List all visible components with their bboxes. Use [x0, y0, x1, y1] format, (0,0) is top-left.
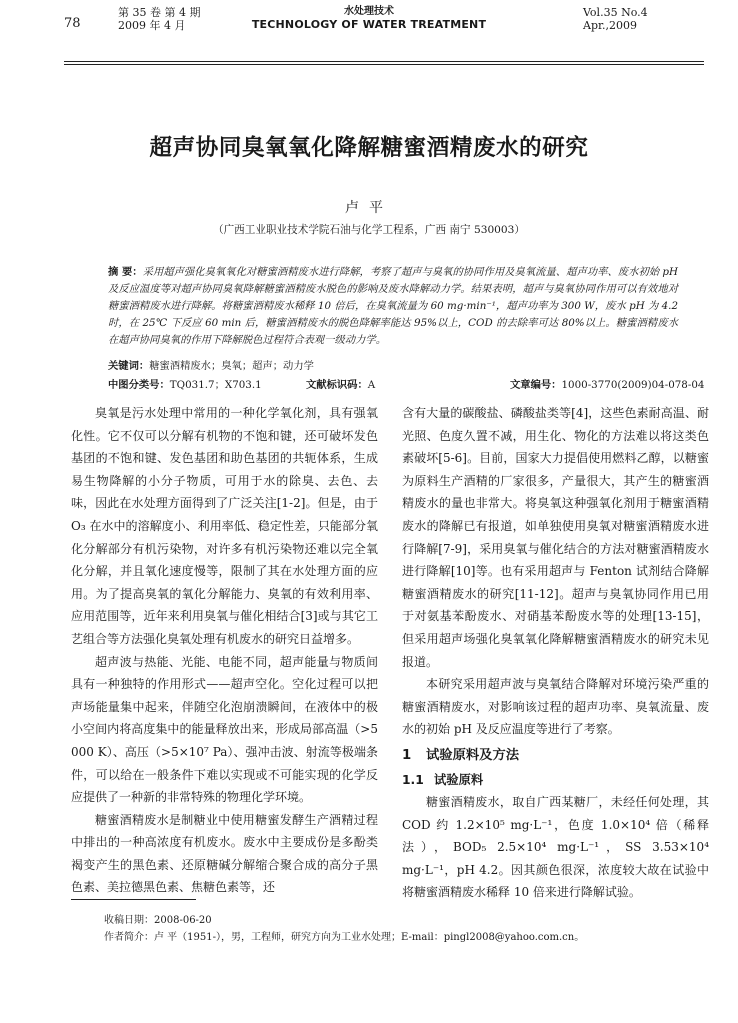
paragraph: 超声波与热能、光能、电能不同，超声能量与物质间具有一种独特的作用形式——超声空化。空化过程可以把声场能量集中起来，伴随空化泡崩溃瞬间，在液体中的极小空间内将高度集中的能量释放出来，形成局部高温（>5 000 K）、高压（>5×10⁷ Pa）、强冲击波、射流等极端条件，可以给在一般条件下难以实现或不可能实现的化学反应提供了一种新的非常特殊的物理化学环境。 — [71, 654, 378, 805]
paper-title: 超声协同臭氧氧化降解糖蜜酒精废水的研究 — [149, 135, 589, 161]
abstract-label: 摘 要： — [108, 266, 143, 278]
keywords-label: 关键词： — [108, 360, 150, 372]
paragraph: 本研究采用超声波与臭氧结合降解对环境污染严重的糖蜜酒精废水，对影响该过程的超声功率、臭氧流量、废水的初始 pH 及反应温度等进行了考察。 — [402, 677, 709, 737]
document-code — [306, 376, 375, 391]
date-en: Apr.,2009 — [583, 19, 638, 32]
volume-en: Vol.35 No.4 — [583, 6, 648, 19]
doc-value: A — [367, 379, 376, 391]
journal-title-en: TECHNOLOGY OF WATER TREATMENT — [251, 18, 487, 31]
keywords-text: 糖蜜酒精废水；臭氧；超声；动力学 — [149, 360, 314, 372]
body-column-right — [402, 402, 709, 904]
paragraph: 糖蜜酒精废水，取自广西某糖厂，未经任何处理，其 COD 约 1.2×10⁵ mg·L⁻¹，色度 1.0×10⁴ 倍（稀释法），BOD₅ 2.5×10⁴ mg·L⁻¹，SS 3.53×10⁴ mg·L⁻¹，pH 4.2。因其颜色很深，浓度较大故在试验中将糖蜜酒精废水稀释 10 倍来进行降解试验。 — [402, 794, 709, 900]
date-cn: 2009 年 4 月 — [118, 19, 186, 32]
volume-issue-cn: 第 35 卷 第 4 期 — [118, 6, 201, 19]
subsection-title: 试验原料 — [434, 772, 484, 787]
paragraph: 臭氧是污水处理中常用的一种化学氧化剂，具有强氧化性。它不仅可以分解有机物的不饱和键，还可破坏发色基团的不饱和键、发色基团和助色基团的共轭体系，生成易生物降解的小分子物质，可用于水的除臭、去色、去味，因此在水处理方面得到了广泛关注[1-2]。但是，由于 O₃ 在水中的溶解度小、利用率低、稳定性差，只能部分氧化分解部分有机污染物，对许多有机污染物还难以完全氧化分解，并且氧化速度慢等，限制了其在水处理方面的应用。为了提高臭氧的氧化分解能力、臭氧的有效利用率、应用范围等，近年来利用臭氧与催化相结合[3]或与其它工艺组合等方法强化臭氧处理有机废水的研究日益增多。 — [71, 406, 378, 646]
article-value: 1000-3770(2009)04-078-04 — [561, 379, 705, 391]
header-rule-thin — [64, 64, 704, 65]
article-label: 文章编号： — [510, 379, 562, 391]
received-date: 收稿日期：2008-06-20 — [104, 915, 212, 926]
paragraph: 含有大量的碳酸盐、磷酸盐类等[4]，这些色素耐高温、耐光照、色度久置不减，用生化、物化的方法难以将这类色素破坏[5-6]。目前，国家大力提倡使用燃料乙醇，以糖蜜为原料生产酒精的厂家很多，产量很大，其产生的糖蜜酒精废水的量也非常大。将臭氧这种强氧化剂用于糖蜜酒精废水的降解已有报道，如单独使用臭氧对糖蜜酒精废水进行降解[7-9]，采用臭氧与催化结合的方法对糖蜜酒精废水进行降解[10]等。也有采用超声与 Fenton 试剂结合降解糖蜜酒精废水的研究[11-12]。超声与臭氧协同作用已用于对氨基苯酚废水、对硝基苯酚废水等的处理[13-15]，但采用超声场强化臭氧氧化降解糖蜜酒精废水的研究未见报道。 — [402, 406, 709, 669]
abstract-text: 采用超声强化臭氧氧化对糖蜜酒精废水进行降解，考察了超声与臭氧的协同作用及臭氧流量、超声功率、废水初始 pH 及反应温度等对超声协同臭氧降解糖蜜酒精废水脱色的影响及废水降解动力学。结果表明，超声与臭氧协同作用可以有效地对糖蜜酒精废水进行降解。将糖蜜酒精废水稀释 10 倍后，在臭氧流量为 60 mg·min⁻¹，超声功率为 300 W，废水 pH 为 4.2 时，在 25℃ 下反应 60 min 后，糖蜜酒精废水的脱色降解率能达 95%以上，COD 的去除率可达 80%以上。糖蜜酒精废水在超声协同臭氧的作用下降解脱色过程符合表观一级动力学。 — [108, 266, 678, 346]
section-number: 1 — [402, 747, 412, 763]
page-number: 78 — [64, 16, 81, 31]
body-column-left — [71, 402, 378, 899]
doc-label: 文献标识码： — [306, 379, 368, 391]
clc-value: TQ031.7；X703.1 — [169, 379, 262, 391]
header-rule — [64, 61, 704, 62]
footnote-rule — [71, 899, 196, 900]
clc-number — [108, 376, 262, 391]
article-number — [510, 376, 704, 391]
subsection-heading — [402, 769, 709, 791]
paragraph: 糖蜜酒精废水是制糖业中使用糖蜜发酵生产酒精过程中排出的一种高浓度有机废水。废水中主要成份是多酚类褐变产生的黑色素、还原糖碱分解缩合聚合成的高分子黑色素、美拉德黑色素、焦糖色素等，还 — [71, 812, 378, 895]
author-bio: 作者简介：卢 平（1951-），男，工程师，研究方向为工业水处理；E-mail：pingl2008@yahoo.com.cn。 — [104, 932, 585, 943]
keywords — [108, 357, 678, 372]
affiliation: （广西工业职业技术学院石油与化学工程系，广西 南宁 530003） — [212, 224, 526, 236]
section-title: 试验原料及方法 — [426, 747, 520, 763]
header-right — [583, 6, 703, 32]
journal-title-cn: 水处理技术 — [344, 6, 394, 17]
abstract — [108, 264, 678, 349]
subsection-number: 1.1 — [402, 772, 424, 787]
author-name: 卢平 — [345, 200, 393, 216]
section-heading — [402, 745, 709, 767]
clc-label: 中图分类号： — [108, 379, 170, 391]
